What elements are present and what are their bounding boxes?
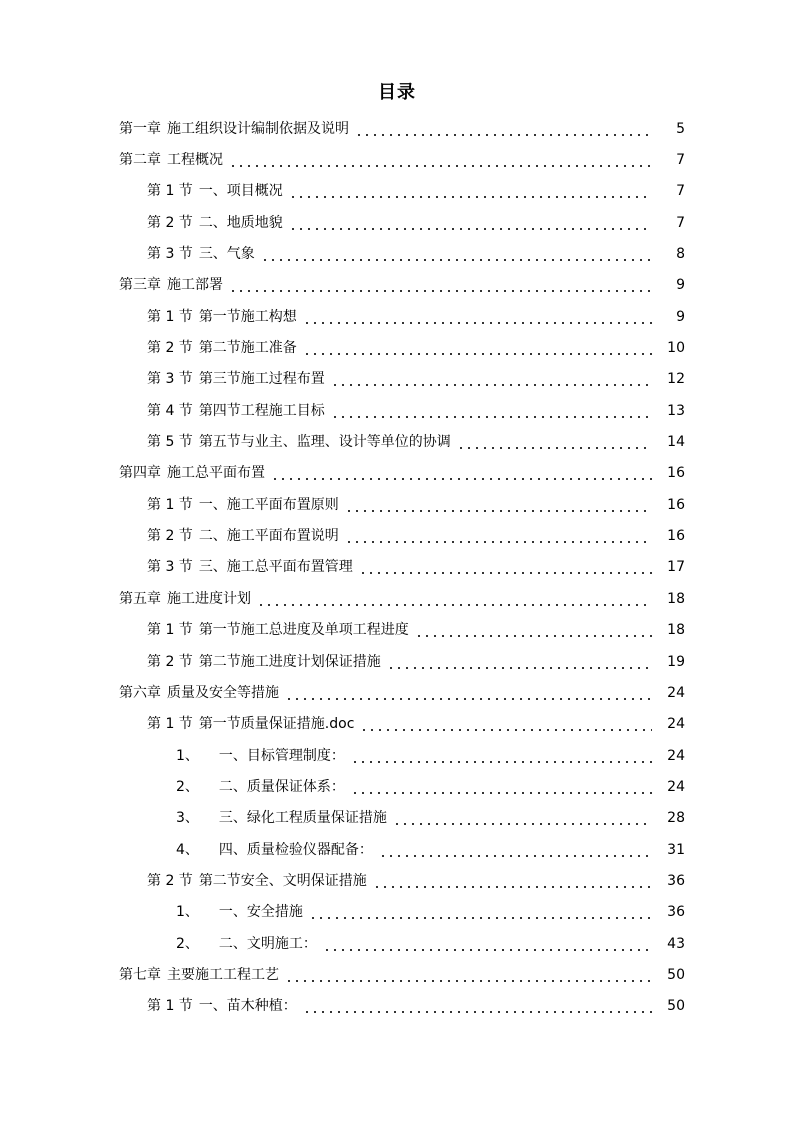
toc-dot-leader: [351, 746, 652, 766]
toc-entry-heading: [147, 432, 451, 452]
toc-entry-heading: [176, 808, 387, 828]
toc-entry-number: 第 4 节: [147, 402, 193, 419]
toc-entry-heading: [147, 338, 297, 358]
toc-entry[interactable]: [0, 583, 794, 614]
toc-entry-number: 第 1 节: [147, 716, 193, 733]
toc-entry-heading: [147, 526, 339, 546]
toc-dot-leader: [355, 119, 652, 139]
toc-entry-number: 第三章: [119, 277, 161, 294]
toc-entry-label: 质量及安全等措施: [167, 684, 279, 701]
toc-entry-heading: [119, 275, 223, 295]
toc-entry[interactable]: [0, 709, 794, 740]
toc-entry-label: 一、安全措施: [218, 904, 303, 921]
toc-entry[interactable]: [0, 803, 794, 834]
toc-entry[interactable]: [0, 364, 794, 395]
toc-entry[interactable]: [0, 332, 794, 363]
toc-entry-heading: [119, 965, 279, 985]
toc-dot-leader: [229, 275, 652, 295]
toc-entry-label: 第一节质量保证措施.doc: [198, 716, 355, 733]
toc-dot-leader: [457, 432, 652, 452]
toc-entry-heading: [119, 150, 223, 170]
toc-entry-label: 二、文明施工：: [218, 935, 317, 952]
toc-entry-heading: [176, 934, 317, 954]
toc-dot-leader: [271, 463, 652, 483]
toc-entry-label: 施工进度计划: [167, 590, 251, 607]
toc-page-number: 31: [667, 841, 685, 858]
toc-entry-number: 第 1 节: [147, 998, 193, 1015]
toc-dot-leader: [379, 840, 652, 860]
toc-entry-heading: [119, 463, 265, 483]
toc-dot-leader: [285, 965, 652, 985]
toc-entry[interactable]: [0, 552, 794, 583]
toc-entry[interactable]: [0, 959, 794, 990]
toc-dot-leader: [331, 401, 652, 421]
toc-entry-number: 第 1 节: [147, 622, 193, 639]
toc-entry-heading: [147, 181, 283, 201]
toc-entry-label: 一、项目概况: [198, 183, 283, 200]
toc-page-number: 36: [667, 872, 685, 889]
toc-entry-label: 四、质量检验仪器配备：: [218, 841, 373, 858]
toc-entry-number: 第 2 节: [147, 214, 193, 231]
toc-dot-leader: [415, 620, 652, 640]
toc-entry-number: 2、: [176, 935, 199, 952]
toc-entry-label: 三、施工总平面布置管理: [198, 559, 353, 576]
toc-entry-heading: [147, 714, 354, 734]
toc-entry-number: 3、: [176, 810, 199, 827]
toc-entry-label: 工程概况: [167, 152, 223, 169]
toc-entry[interactable]: [0, 834, 794, 865]
toc-entry[interactable]: [0, 991, 794, 1022]
toc-entry-heading: [147, 652, 381, 672]
toc-page-number: 36: [667, 904, 685, 921]
toc-entry[interactable]: [0, 520, 794, 551]
toc-dot-leader: [289, 181, 652, 201]
toc-entry-heading: [147, 620, 409, 640]
toc-entry-label: 施工总平面布置: [167, 465, 265, 482]
toc-dot-leader: [345, 495, 652, 515]
toc-entry-heading: [176, 840, 373, 860]
toc-dot-leader: [309, 902, 652, 922]
toc-page-number: 12: [667, 371, 685, 388]
toc-entry[interactable]: [0, 426, 794, 457]
toc-entry-number: 第 5 节: [147, 434, 193, 451]
toc-entry[interactable]: [0, 458, 794, 489]
toc-entry-heading: [147, 557, 353, 577]
toc-entry-number: 第四章: [119, 465, 161, 482]
toc-dot-leader: [303, 996, 652, 1016]
toc-list: [0, 113, 794, 1022]
toc-entry-number: 第一章: [119, 120, 161, 137]
toc-page-number: 7: [676, 214, 685, 231]
toc-entry-number: 第五章: [119, 590, 161, 607]
toc-entry-heading: [147, 307, 297, 327]
toc-dot-leader: [387, 652, 652, 672]
toc-page-number: 43: [667, 935, 685, 952]
toc-entry[interactable]: [0, 865, 794, 896]
toc-entry-number: 第 3 节: [147, 559, 193, 576]
toc-entry-number: 2、: [176, 778, 199, 795]
toc-entry[interactable]: [0, 270, 794, 301]
toc-entry-heading: [147, 495, 339, 515]
toc-entry-label: 二、质量保证体系：: [218, 778, 345, 795]
toc-entry-number: 第 2 节: [147, 872, 193, 889]
toc-entry-label: 第一节施工总进度及单项工程进度: [198, 622, 409, 639]
toc-entry-heading: [176, 902, 303, 922]
toc-dot-leader: [303, 307, 652, 327]
toc-entry[interactable]: [0, 144, 794, 175]
toc-page-number: 16: [667, 528, 685, 545]
toc-entry-heading: [147, 996, 297, 1016]
toc-title: 目录: [378, 82, 416, 103]
toc-page-number: 8: [676, 246, 685, 263]
toc-entry[interactable]: [0, 238, 794, 269]
toc-entry-heading: [147, 213, 283, 233]
toc-page-number: 10: [667, 340, 685, 357]
toc-page-number: 18: [667, 622, 685, 639]
toc-entry-heading: [147, 369, 325, 389]
toc-entry-label: 一、苗木种植：: [198, 998, 297, 1015]
toc-entry[interactable]: [0, 897, 794, 928]
toc-page-number: 16: [667, 496, 685, 513]
toc-dot-leader: [345, 526, 652, 546]
toc-entry-number: 1、: [176, 904, 199, 921]
toc-entry-label: 第二节施工准备: [198, 340, 297, 357]
toc-entry-number: 第 2 节: [147, 340, 193, 357]
toc-entry-number: 第 2 节: [147, 653, 193, 670]
toc-entry-label: 第二节安全、文明保证措施: [198, 872, 367, 889]
toc-entry[interactable]: [0, 113, 794, 144]
toc-entry-label: 三、绿化工程质量保证措施: [218, 810, 387, 827]
toc-entry[interactable]: [0, 615, 794, 646]
toc-entry-label: 第一节施工构想: [198, 308, 297, 325]
toc-entry[interactable]: [0, 301, 794, 332]
toc-entry[interactable]: [0, 395, 794, 426]
toc-page-number: 24: [667, 684, 685, 701]
toc-page-number: 7: [676, 183, 685, 200]
toc-entry-label: 施工部署: [167, 277, 223, 294]
toc-entry-number: 第六章: [119, 684, 161, 701]
toc-entry-number: 第 1 节: [147, 183, 193, 200]
toc-dot-leader: [393, 808, 652, 828]
toc-entry-heading: [119, 683, 279, 703]
toc-page-number: 7: [676, 152, 685, 169]
toc-entry[interactable]: [0, 677, 794, 708]
toc-page-number: 14: [667, 434, 685, 451]
toc-page-number: 9: [676, 308, 685, 325]
toc-entry-label: 二、施工平面布置说明: [198, 528, 339, 545]
toc-dot-leader: [323, 934, 652, 954]
toc-entry[interactable]: [0, 928, 794, 959]
toc-page-number: 5: [676, 120, 685, 137]
toc-entry-heading: [147, 244, 255, 264]
toc-page-number: 9: [676, 277, 685, 294]
toc-entry-heading: [119, 119, 349, 139]
toc-page-number: 50: [667, 998, 685, 1015]
toc-page-number: 24: [667, 778, 685, 795]
toc-page-number: 13: [667, 402, 685, 419]
toc-entry-label: 第四节工程施工目标: [198, 402, 325, 419]
toc-dot-leader: [331, 369, 652, 389]
toc-dot-leader: [285, 683, 652, 703]
toc-entry[interactable]: [0, 207, 794, 238]
toc-entry-label: 三、气象: [198, 246, 255, 263]
toc-entry[interactable]: [0, 740, 794, 771]
toc-entry[interactable]: [0, 176, 794, 207]
toc-entry-heading: [147, 871, 367, 891]
toc-page-number: 19: [667, 653, 685, 670]
toc-entry-label: 一、目标管理制度：: [218, 747, 345, 764]
toc-page-number: 18: [667, 590, 685, 607]
toc-entry-number: 第二章: [119, 152, 161, 169]
toc-dot-leader: [360, 714, 652, 734]
toc-dot-leader: [351, 777, 652, 797]
toc-entry-label: 施工组织设计编制依据及说明: [167, 120, 349, 137]
toc-entry-label: 第二节施工进度计划保证措施: [198, 653, 381, 670]
toc-entry-heading: [176, 746, 345, 766]
toc-entry-number: 第 1 节: [147, 496, 193, 513]
toc-entry-label: 一、施工平面布置原则: [198, 496, 339, 513]
toc-entry-number: 第 3 节: [147, 371, 193, 388]
toc-entry-heading: [147, 401, 325, 421]
toc-entry-number: 1、: [176, 747, 199, 764]
toc-entry-heading: [176, 777, 345, 797]
toc-entry[interactable]: [0, 771, 794, 802]
toc-entry-number: 第 1 节: [147, 308, 193, 325]
toc-entry-number: 第七章: [119, 966, 161, 983]
toc-dot-leader: [261, 244, 652, 264]
toc-page-number: 24: [667, 716, 685, 733]
toc-entry-heading: [119, 589, 251, 609]
toc-entry[interactable]: [0, 489, 794, 520]
toc-entry-number: 第 2 节: [147, 528, 193, 545]
toc-entry-number: 4、: [176, 841, 199, 858]
toc-page-number: 24: [667, 747, 685, 764]
toc-entry-number: 第 3 节: [147, 246, 193, 263]
toc-dot-leader: [229, 150, 652, 170]
toc-page-number: 16: [667, 465, 685, 482]
toc-dot-leader: [373, 871, 652, 891]
toc-dot-leader: [289, 213, 652, 233]
toc-dot-leader: [303, 338, 652, 358]
toc-entry-label: 二、地质地貌: [198, 214, 283, 231]
toc-page-number: 28: [667, 810, 685, 827]
toc-entry-label: 第五节与业主、监理、设计等单位的协调: [198, 434, 451, 451]
toc-entry[interactable]: [0, 646, 794, 677]
toc-page-number: 17: [667, 559, 685, 576]
toc-page-number: 50: [667, 966, 685, 983]
toc-entry-label: 第三节施工过程布置: [198, 371, 325, 388]
toc-entry-label: 主要施工工程工艺: [167, 966, 279, 983]
toc-dot-leader: [359, 557, 652, 577]
toc-dot-leader: [257, 589, 652, 609]
